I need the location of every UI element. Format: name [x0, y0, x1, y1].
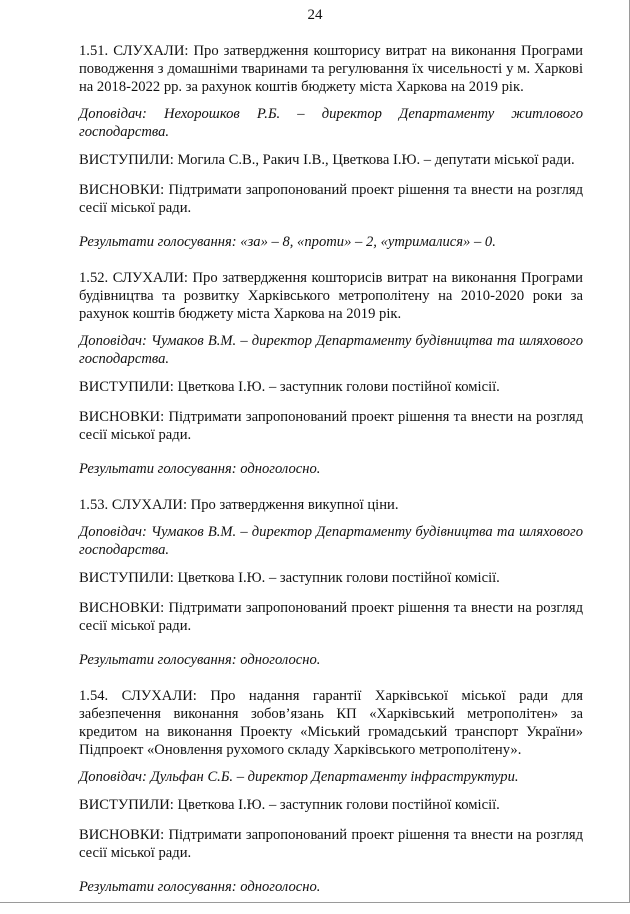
spoke-paragraph: [79, 796, 583, 814]
heard-text: Про затвердження викупної ціни.: [190, 497, 399, 513]
heard-text: Про затвердження кошторисів витрат на виконання Програми будівництва та розвитку Харківського метрополітену на 2010-2020 роки за рахунок коштів бюджету міста Харкова на 2019 рік.: [79, 270, 583, 322]
spoke-paragraph: [79, 378, 583, 396]
heard-text: Про затвердження кошторису витрат на виконання Програми поводження з домашніми тваринами та регулювання їх чисельності у м. Харкові на 2018-2022 рр. за рахунок коштів бюджету міста Харкова на 2019 рік.: [79, 43, 583, 95]
conclusions-text: Підтримати запропонований проект рішення та внести на розгляд сесії міської ради.: [79, 600, 583, 634]
agenda-item-1-52: [79, 269, 583, 478]
vote-results: Результати голосування: одноголосно.: [79, 879, 321, 895]
heard-paragraph: [79, 269, 583, 323]
conclusions-label: ВИСНОВКИ:: [79, 600, 165, 616]
speaker-line: Доповідач: Нехорошков Р.Б. – директор Департаменту житлового господарства.: [79, 106, 583, 140]
spoke-label: ВИСТУПИЛИ:: [79, 152, 174, 168]
conclusions-label: ВИСНОВКИ:: [79, 182, 165, 198]
spoke-text: Цветкова І.Ю. – заступник голови постійної комісії.: [177, 570, 500, 586]
heard-paragraph: [79, 42, 583, 96]
agenda-item-1-53: [79, 496, 583, 669]
conclusions-paragraph: [79, 826, 583, 862]
vote-results: Результати голосування: одноголосно.: [79, 461, 321, 477]
speaker-line: Доповідач: Чумаков В.М. – директор Департаменту будівництва та шляхового господарства.: [79, 524, 583, 558]
heard-paragraph: [79, 687, 583, 759]
page-number: 24: [307, 7, 323, 23]
conclusions-label: ВИСНОВКИ:: [79, 827, 165, 843]
conclusions-paragraph: [79, 408, 583, 444]
heard-label: 1.53. СЛУХАЛИ:: [79, 497, 188, 513]
heard-label: 1.52. СЛУХАЛИ:: [79, 270, 188, 286]
spoke-text: Могила С.В., Ракич І.В., Цветкова І.Ю. – депутати міської ради.: [177, 152, 575, 168]
conclusions-text: Підтримати запропонований проект рішення та внести на розгляд сесії міської ради.: [79, 827, 583, 861]
vote-results: Результати голосування: одноголосно.: [79, 652, 321, 668]
spoke-label: ВИСТУПИЛИ:: [79, 379, 174, 395]
agenda-item-1-51: [79, 42, 583, 251]
spoke-text: Цветкова І.Ю. – заступник голови постійної комісії.: [177, 797, 500, 813]
agenda-item-1-54: [79, 687, 583, 896]
vote-results: Результати голосування: «за» – 8, «проти» – 2, «утрималися» – 0.: [79, 234, 496, 250]
conclusions-text: Підтримати запропонований проект рішення та внести на розгляд сесії міської ради.: [79, 182, 583, 216]
conclusions-label: ВИСНОВКИ:: [79, 409, 165, 425]
spoke-paragraph: [79, 569, 583, 587]
heard-label: 1.51. СЛУХАЛИ:: [79, 43, 189, 59]
speaker-line: Доповідач: Чумаков В.М. – директор Департаменту будівництва та шляхового господарства.: [79, 333, 583, 367]
spoke-text: Цветкова І.Ю. – заступник голови постійної комісії.: [177, 379, 500, 395]
heard-paragraph: [79, 496, 583, 514]
spoke-label: ВИСТУПИЛИ:: [79, 570, 174, 586]
heard-label: 1.54. СЛУХАЛИ:: [79, 688, 197, 704]
speaker-line: Доповідач: Дульфан С.Б. – директор Департаменту інфраструктури.: [79, 769, 519, 785]
minutes-content: [79, 42, 583, 914]
conclusions-paragraph: [79, 181, 583, 217]
spoke-label: ВИСТУПИЛИ:: [79, 797, 174, 813]
spoke-paragraph: [79, 151, 583, 169]
heard-text: Про надання гарантії Харківської міської ради для забезпечення виконання зобов’язань КП «Харківський метрополітен» за кредитом на виконання Проекту «Міський громадський транспорт України» Підпроект «Оновлення рухомого складу Харківського метрополітену».: [79, 688, 584, 758]
conclusions-paragraph: [79, 599, 583, 635]
conclusions-text: Підтримати запропонований проект рішення та внести на розгляд сесії міської ради.: [79, 409, 583, 443]
